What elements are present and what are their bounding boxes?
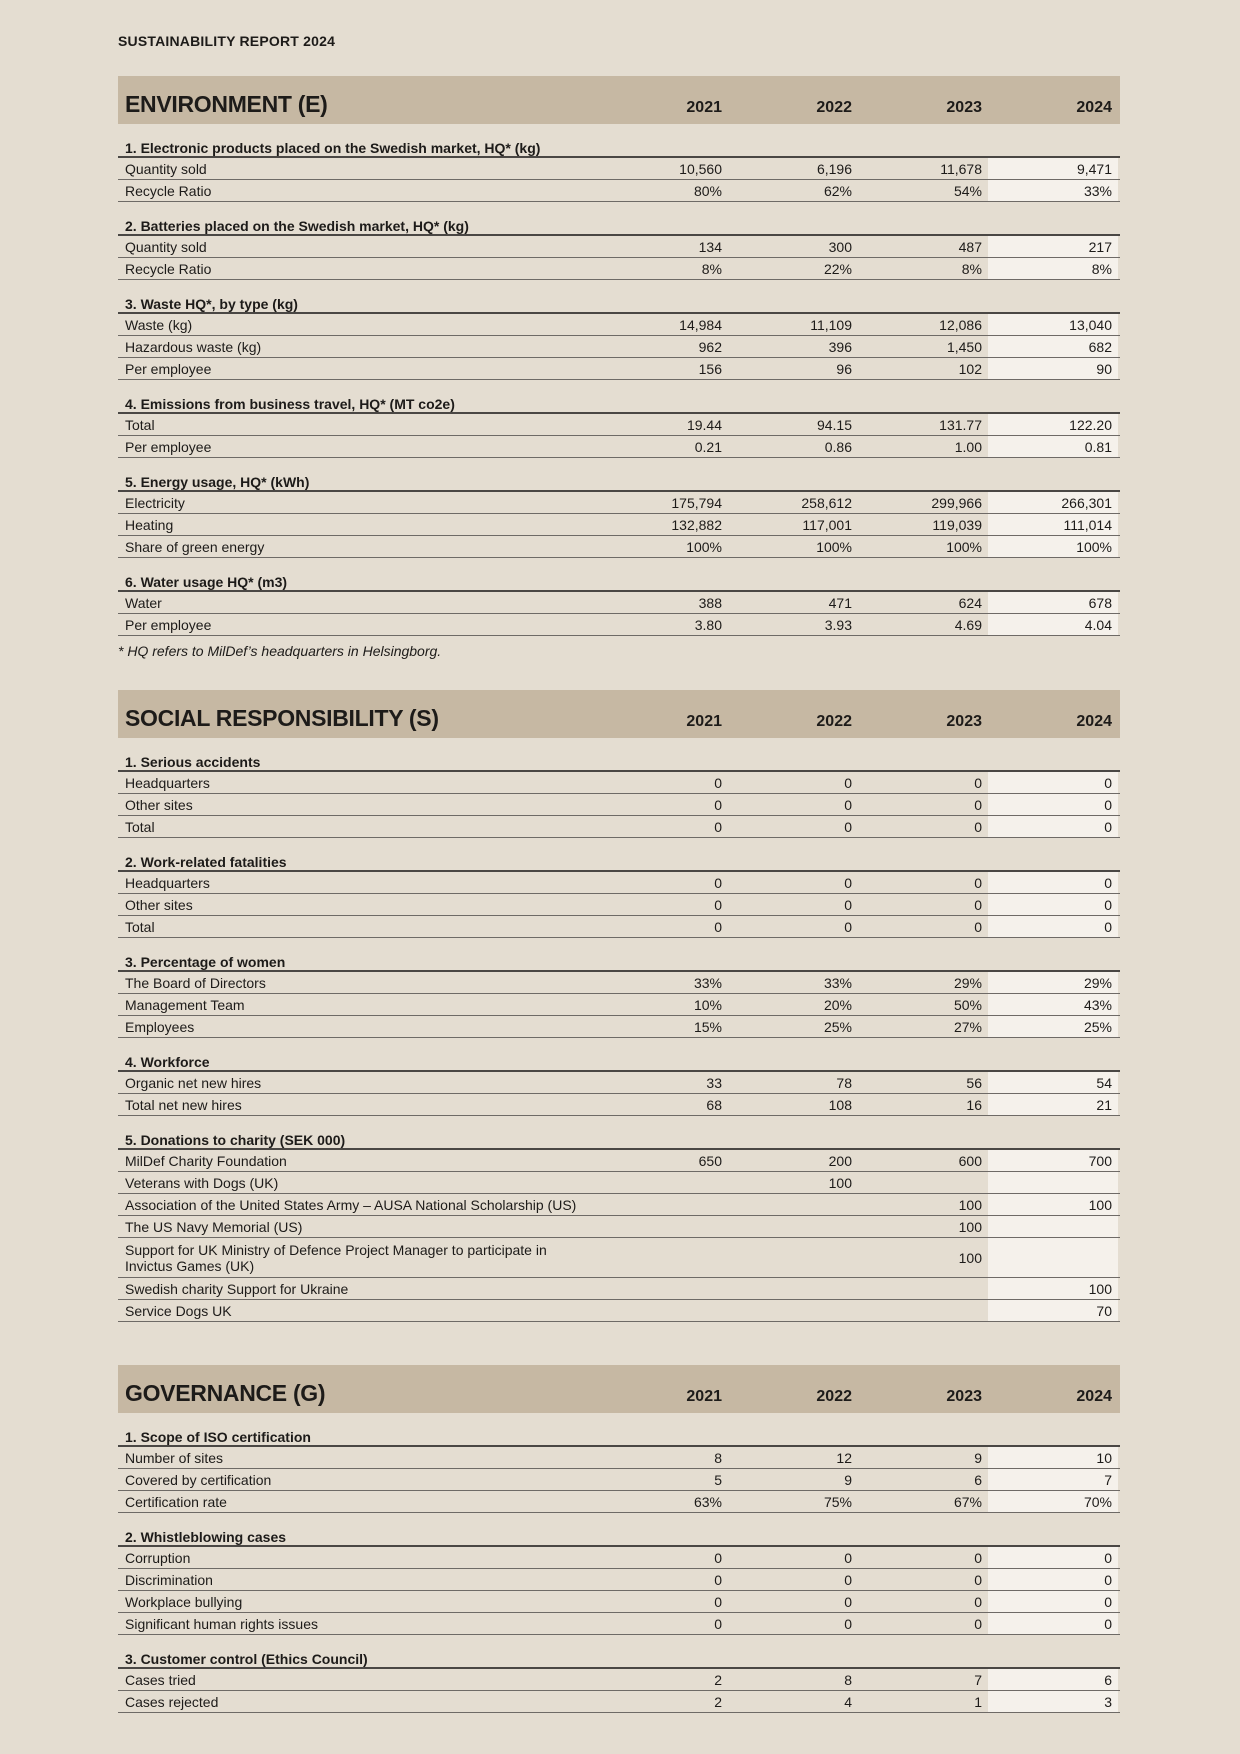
value-cell: 100 (958, 1249, 982, 1266)
value-cell: 122.20 (988, 414, 1118, 435)
value-cell (988, 1172, 1118, 1193)
group-title: 1. Electronic products placed on the Swedish market, HQ* (kg) (118, 124, 1120, 158)
value-cell (598, 1300, 728, 1321)
value-cell: 4 (844, 1693, 852, 1710)
value-cell: 0 (844, 1571, 852, 1588)
value-cell: 80% (693, 182, 722, 199)
value-cell: 0 (714, 896, 722, 913)
value-cell: 0 (988, 1547, 1118, 1568)
social-section (118, 690, 1120, 1322)
value-cell: 600 (958, 1152, 982, 1169)
table-row (118, 1216, 1120, 1238)
table-row (118, 972, 1120, 994)
value-cell: 0.86 (824, 438, 852, 455)
year-header: 2021 (686, 1388, 722, 1405)
value-cell: 0.81 (988, 436, 1118, 457)
value-cell (598, 1194, 728, 1215)
value-cell: 396 (828, 338, 852, 355)
year-header: 2022 (816, 713, 852, 730)
section-header-band (118, 1365, 1120, 1413)
value-cell (858, 1172, 988, 1193)
value-cell: 0 (714, 796, 722, 813)
value-cell: 100 (958, 1218, 982, 1235)
table-row (118, 1613, 1120, 1635)
value-cell: 29% (988, 972, 1118, 993)
table-row (118, 1016, 1120, 1038)
row-label: Quantity sold (125, 238, 207, 255)
value-cell: 67% (953, 1493, 982, 1510)
value-cell: 9 (844, 1471, 852, 1488)
value-cell: 0 (714, 774, 722, 791)
table-row (118, 414, 1120, 436)
value-cell: 0.21 (694, 438, 722, 455)
table-row (118, 794, 1120, 816)
section-header-band (118, 690, 1120, 738)
value-cell: 8% (961, 260, 982, 277)
group-title: 6. Water usage HQ* (m3) (118, 558, 1120, 592)
value-cell: 0 (844, 774, 852, 791)
value-cell: 10 (988, 1447, 1118, 1468)
value-cell: 100 (828, 1174, 852, 1191)
value-cell: 624 (958, 594, 982, 611)
value-cell: 54 (988, 1072, 1118, 1093)
value-cell: 0 (974, 1571, 982, 1588)
value-cell: 388 (698, 594, 722, 611)
year-header: 2023 (946, 1388, 982, 1405)
group-title: 5. Energy usage, HQ* (kWh) (118, 458, 1120, 492)
section-title: SOCIAL RESPONSIBILITY (S) (125, 705, 439, 731)
value-cell: 33% (823, 974, 852, 991)
table-row (118, 816, 1120, 838)
row-label: Other sites (125, 796, 193, 813)
value-cell: 11,678 (940, 160, 982, 177)
value-cell: 0 (988, 894, 1118, 915)
table-row (118, 1238, 1120, 1278)
value-cell: 0 (844, 918, 852, 935)
row-label: Water (125, 594, 162, 611)
group-title: 1. Scope of ISO certification (118, 1413, 1120, 1447)
footnote: * HQ refers to MilDef’s headquarters in Helsingborg. (118, 643, 442, 659)
value-cell: 0 (844, 874, 852, 891)
value-cell: 0 (844, 896, 852, 913)
value-cell: 16 (966, 1096, 982, 1113)
value-cell (598, 1216, 728, 1237)
row-label: Share of green energy (125, 538, 265, 555)
value-cell: 156 (698, 360, 722, 377)
table-row (118, 1469, 1120, 1491)
value-cell: 4.69 (954, 616, 982, 633)
value-cell: 119,039 (932, 516, 982, 533)
value-cell: 27% (953, 1018, 982, 1035)
table-row (118, 772, 1120, 794)
value-cell: 3.80 (694, 616, 722, 633)
row-label: Other sites (125, 896, 193, 913)
table-row (118, 158, 1120, 180)
value-cell: 0 (844, 818, 852, 835)
value-cell: 8 (714, 1449, 722, 1466)
value-cell: 6 (988, 1669, 1118, 1690)
value-cell: 200 (828, 1152, 852, 1169)
row-label: Corruption (125, 1549, 191, 1566)
value-cell (728, 1216, 858, 1237)
value-cell (988, 1238, 1118, 1277)
value-cell: 0 (714, 918, 722, 935)
value-cell: 0 (714, 1593, 722, 1610)
value-cell: 266,301 (988, 492, 1118, 513)
value-cell: 100 (988, 1278, 1118, 1299)
row-label: The US Navy Memorial (US) (125, 1218, 303, 1235)
row-label: The Board of Directors (125, 974, 266, 991)
group-title: 2. Batteries placed on the Swedish market, HQ* (kg) (118, 202, 1120, 236)
value-cell (858, 1278, 988, 1299)
row-label: MilDef Charity Foundation (125, 1152, 287, 1169)
value-cell: 63% (693, 1493, 722, 1510)
table-row (118, 1072, 1120, 1094)
row-label: Waste (kg) (125, 316, 193, 333)
value-cell: 258,612 (801, 494, 852, 511)
value-cell (598, 1238, 728, 1277)
value-cell: 962 (698, 338, 722, 355)
row-label: Significant human rights issues (125, 1615, 318, 1632)
value-cell: 78 (836, 1074, 852, 1091)
value-cell: 12 (836, 1449, 852, 1466)
value-cell: 33 (706, 1074, 722, 1091)
table-row (118, 258, 1120, 280)
section-title: GOVERNANCE (G) (125, 1380, 326, 1406)
section-header-band (118, 76, 1120, 124)
value-cell: 8% (701, 260, 722, 277)
value-cell: 0 (974, 1615, 982, 1632)
row-label: Employees (125, 1018, 195, 1035)
table-row (118, 1591, 1120, 1613)
value-cell (598, 1172, 728, 1193)
year-header: 2021 (686, 99, 722, 116)
environment-section (118, 76, 1120, 659)
value-cell: 0 (988, 1569, 1118, 1590)
value-cell: 68 (706, 1096, 722, 1113)
row-label: Cases tried (125, 1671, 196, 1688)
row-label: Per employee (125, 360, 212, 377)
value-cell: 25% (823, 1018, 852, 1035)
value-cell: 100% (988, 536, 1118, 557)
year-headers (598, 1388, 1120, 1406)
table-row (118, 592, 1120, 614)
value-cell: 0 (988, 772, 1118, 793)
row-label: Certification rate (125, 1493, 227, 1510)
group-title: 1. Serious accidents (118, 738, 1120, 772)
value-cell: 100% (686, 538, 722, 555)
year-header: 2023 (946, 713, 982, 730)
table-row (118, 916, 1120, 938)
value-cell: 10,560 (679, 160, 722, 177)
row-label: Total net new hires (125, 1096, 242, 1113)
value-cell: 0 (988, 1613, 1118, 1634)
group-title: 3. Waste HQ*, by type (kg) (118, 280, 1120, 314)
table-row (118, 1447, 1120, 1469)
row-label: Service Dogs UK (125, 1302, 232, 1319)
value-cell: 21 (988, 1094, 1118, 1115)
row-label: Veterans with Dogs (UK) (125, 1174, 279, 1191)
row-label: Support for UK Ministry of Defence Project Manager to participate in Invictus Games (UK) (125, 1241, 547, 1274)
row-label: Association of the United States Army – AUSA National Scholarship (US) (125, 1196, 577, 1213)
value-cell: 134 (698, 238, 722, 255)
group-title: 3. Percentage of women (118, 938, 1120, 972)
value-cell: 2 (714, 1671, 722, 1688)
value-cell: 75% (823, 1493, 852, 1510)
row-label: Total (125, 918, 155, 935)
year-header: 2022 (816, 99, 852, 116)
value-cell: 0 (844, 1593, 852, 1610)
table-row (118, 180, 1120, 202)
table-row (118, 1300, 1120, 1322)
row-label: Quantity sold (125, 160, 207, 177)
value-cell: 6,196 (816, 160, 852, 177)
value-cell: 700 (988, 1150, 1118, 1171)
value-cell: 11,109 (810, 316, 852, 333)
table-row (118, 1278, 1120, 1300)
value-cell: 299,966 (931, 494, 982, 511)
row-label: Number of sites (125, 1449, 224, 1466)
value-cell: 22% (823, 260, 852, 277)
table-row (118, 1491, 1120, 1513)
value-cell: 50% (953, 996, 982, 1013)
value-cell: 29% (953, 974, 982, 991)
group-title: 2. Work-related fatalities (118, 838, 1120, 872)
value-cell: 2 (714, 1693, 722, 1710)
value-cell: 10% (693, 996, 722, 1013)
value-cell (728, 1278, 858, 1299)
value-cell: 0 (714, 1571, 722, 1588)
value-cell: 13,040 (988, 314, 1118, 335)
table-row (118, 492, 1120, 514)
value-cell: 56 (966, 1074, 982, 1091)
year-header: 2024 (1076, 99, 1112, 116)
row-label: Headquarters (125, 874, 210, 891)
value-cell: 15% (693, 1018, 722, 1035)
row-label: Recycle Ratio (125, 260, 212, 277)
table-row (118, 236, 1120, 258)
value-cell: 0 (974, 1549, 982, 1566)
value-cell: 0 (974, 918, 982, 935)
value-cell: 33% (693, 974, 722, 991)
table-row (118, 872, 1120, 894)
row-label: Per employee (125, 616, 212, 633)
value-cell: 217 (988, 236, 1118, 257)
table-row (118, 536, 1120, 558)
value-cell: 0 (988, 872, 1118, 893)
row-label: Swedish charity Support for Ukraine (125, 1280, 349, 1297)
value-cell: 8% (988, 258, 1118, 279)
value-cell: 102 (958, 360, 982, 377)
value-cell: 117,001 (802, 516, 852, 533)
value-cell: 682 (988, 336, 1118, 357)
value-cell: 0 (714, 1549, 722, 1566)
row-label: Workplace bullying (125, 1593, 243, 1610)
row-label: Covered by certification (125, 1471, 272, 1488)
value-cell: 0 (974, 796, 982, 813)
value-cell: 19.44 (686, 416, 722, 433)
group-title: 2. Whistleblowing cases (118, 1513, 1120, 1547)
value-cell: 3.93 (824, 616, 852, 633)
row-label: Headquarters (125, 774, 210, 791)
value-cell: 0 (974, 1593, 982, 1610)
year-header: 2024 (1076, 713, 1112, 730)
value-cell: 471 (828, 594, 852, 611)
table-row (118, 1150, 1120, 1172)
section-title: ENVIRONMENT (E) (125, 91, 328, 117)
value-cell (598, 1278, 728, 1299)
table-row (118, 1569, 1120, 1591)
table-row (118, 436, 1120, 458)
year-header: 2023 (946, 99, 982, 116)
value-cell: 54% (953, 182, 982, 199)
value-cell: 94.15 (816, 416, 852, 433)
value-cell: 0 (988, 916, 1118, 937)
table-row (118, 994, 1120, 1016)
value-cell: 25% (988, 1016, 1118, 1037)
value-cell: 175,794 (671, 494, 722, 511)
value-cell: 8 (844, 1671, 852, 1688)
table-row (118, 1669, 1120, 1691)
table-row (118, 358, 1120, 380)
value-cell: 4.04 (988, 614, 1118, 635)
value-cell: 0 (714, 874, 722, 891)
value-cell: 0 (988, 1591, 1118, 1612)
value-cell (728, 1194, 858, 1215)
value-cell: 0 (714, 1615, 722, 1632)
value-cell: 111,014 (988, 514, 1118, 535)
year-headers (598, 99, 1120, 117)
value-cell: 0 (844, 796, 852, 813)
value-cell: 100% (816, 538, 852, 555)
value-cell (858, 1300, 988, 1321)
value-cell: 1 (974, 1693, 982, 1710)
value-cell: 0 (844, 1615, 852, 1632)
row-label: Heating (125, 516, 174, 533)
value-cell: 90 (988, 358, 1118, 379)
value-cell: 0 (974, 896, 982, 913)
row-label: Discrimination (125, 1571, 213, 1588)
value-cell: 7 (974, 1671, 982, 1688)
governance-section (118, 1365, 1120, 1713)
value-cell: 62% (823, 182, 852, 199)
value-cell: 650 (698, 1152, 722, 1169)
value-cell: 108 (828, 1096, 852, 1113)
page-header: SUSTAINABILITY REPORT 2024 (118, 33, 336, 49)
table-row (118, 894, 1120, 916)
value-cell (728, 1238, 858, 1277)
value-cell: 0 (988, 794, 1118, 815)
table-row (118, 514, 1120, 536)
value-cell: 70 (988, 1300, 1118, 1321)
value-cell: 9,471 (988, 158, 1118, 179)
value-cell: 100% (946, 538, 982, 555)
value-cell: 70% (988, 1491, 1118, 1512)
value-cell: 0 (974, 774, 982, 791)
value-cell: 678 (988, 592, 1118, 613)
value-cell (988, 1216, 1118, 1237)
year-header: 2024 (1076, 1388, 1112, 1405)
value-cell: 132,882 (671, 516, 722, 533)
table-row (118, 614, 1120, 636)
value-cell: 131.77 (939, 416, 982, 433)
row-label: Total (125, 818, 155, 835)
year-headers (598, 713, 1120, 731)
group-title: 4. Workforce (118, 1038, 1120, 1072)
group-title: 4. Emissions from business travel, HQ* (MT co2e) (118, 380, 1120, 414)
group-title: 3. Customer control (Ethics Council) (118, 1635, 1120, 1669)
table-row (118, 1172, 1120, 1194)
value-cell: 96 (836, 360, 852, 377)
row-label: Cases rejected (125, 1693, 219, 1710)
value-cell: 0 (844, 1549, 852, 1566)
value-cell: 5 (714, 1471, 722, 1488)
value-cell: 12,086 (939, 316, 982, 333)
row-label: Management Team (125, 996, 245, 1013)
group-title: 5. Donations to charity (SEK 000) (118, 1116, 1120, 1150)
value-cell: 1,450 (946, 338, 982, 355)
value-cell: 3 (988, 1691, 1118, 1712)
row-label: Hazardous waste (kg) (125, 338, 262, 355)
value-cell: 43% (988, 994, 1118, 1015)
value-cell: 0 (974, 818, 982, 835)
value-cell: 487 (958, 238, 982, 255)
value-cell: 14,984 (679, 316, 722, 333)
year-header: 2021 (686, 713, 722, 730)
row-label: Organic net new hires (125, 1074, 262, 1091)
value-cell: 1.00 (954, 438, 982, 455)
value-cell (728, 1300, 858, 1321)
row-label: Recycle Ratio (125, 182, 212, 199)
table-row (118, 1547, 1120, 1569)
row-label: Electricity (125, 494, 185, 511)
table-row (118, 314, 1120, 336)
row-label: Per employee (125, 438, 212, 455)
value-cell: 0 (974, 874, 982, 891)
value-cell: 7 (988, 1469, 1118, 1490)
value-cell: 300 (828, 238, 852, 255)
value-cell: 100 (958, 1196, 982, 1213)
year-header: 2022 (816, 1388, 852, 1405)
value-cell: 9 (974, 1449, 982, 1466)
value-cell: 0 (714, 818, 722, 835)
value-cell: 0 (988, 816, 1118, 837)
value-cell: 6 (974, 1471, 982, 1488)
table-row (118, 1094, 1120, 1116)
value-cell: 20% (823, 996, 852, 1013)
value-cell: 100 (988, 1194, 1118, 1215)
table-row (118, 1691, 1120, 1713)
table-row (118, 336, 1120, 358)
table-row (118, 1194, 1120, 1216)
value-cell: 33% (988, 180, 1118, 201)
row-label: Total (125, 416, 155, 433)
